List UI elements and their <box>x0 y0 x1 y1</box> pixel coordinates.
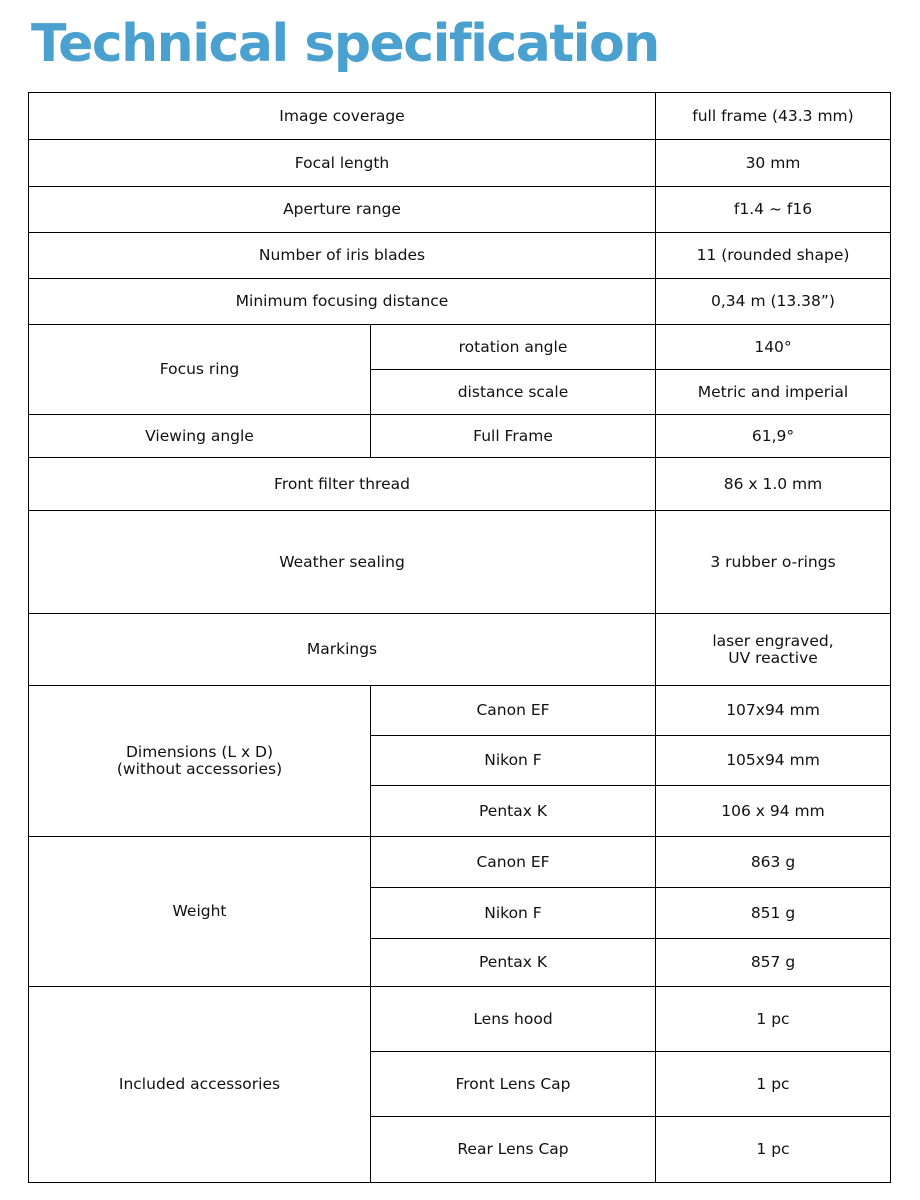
table-row <box>29 987 891 1052</box>
row-value: 61,9° <box>656 415 891 458</box>
row-value: 851 g <box>656 888 891 939</box>
row-value: 857 g <box>656 939 891 987</box>
table-row <box>29 233 891 279</box>
sub-label: Canon EF <box>371 686 656 736</box>
row-label: Minimum focusing distance <box>29 279 656 325</box>
row-value: 1 pc <box>656 987 891 1052</box>
table-row <box>29 325 891 370</box>
group-label: Dimensions (L x D) (without accessories) <box>29 686 371 837</box>
table-row <box>29 140 891 187</box>
table-row <box>29 458 891 511</box>
row-value: 140° <box>656 325 891 370</box>
row-value: 3 rubber o-rings <box>656 511 891 614</box>
row-value: 1 pc <box>656 1052 891 1117</box>
sub-label: Nikon F <box>371 888 656 939</box>
table-row <box>29 511 891 614</box>
sub-label: Nikon F <box>371 736 656 786</box>
sub-label: rotation angle <box>371 325 656 370</box>
row-label: Front filter thread <box>29 458 656 511</box>
sub-label: Full Frame <box>371 415 656 458</box>
sub-label: Rear Lens Cap <box>371 1117 656 1183</box>
row-value: 86 x 1.0 mm <box>656 458 891 511</box>
row-value: 11 (rounded shape) <box>656 233 891 279</box>
table-row <box>29 187 891 233</box>
row-value: laser engraved, UV reactive <box>656 614 891 686</box>
row-label: Focal length <box>29 140 656 187</box>
table-row <box>29 279 891 325</box>
row-value: 107x94 mm <box>656 686 891 736</box>
row-value: 30 mm <box>656 140 891 187</box>
spec-table <box>28 92 891 1183</box>
row-label: Markings <box>29 614 656 686</box>
row-value: Metric and imperial <box>656 370 891 415</box>
row-value: 863 g <box>656 837 891 888</box>
sub-label: Canon EF <box>371 837 656 888</box>
table-row <box>29 415 891 458</box>
row-value: f1.4 ~ f16 <box>656 187 891 233</box>
sub-label: Pentax K <box>371 939 656 987</box>
table-row <box>29 686 891 736</box>
sub-label: distance scale <box>371 370 656 415</box>
page-title: Technical specification <box>31 14 659 74</box>
sub-label: Front Lens Cap <box>371 1052 656 1117</box>
row-label: Weather sealing <box>29 511 656 614</box>
sub-label: Pentax K <box>371 786 656 837</box>
row-value: 106 x 94 mm <box>656 786 891 837</box>
group-label: Viewing angle <box>29 415 371 458</box>
table-row <box>29 614 891 686</box>
group-label: Weight <box>29 837 371 987</box>
sub-label: Lens hood <box>371 987 656 1052</box>
row-value: full frame (43.3 mm) <box>656 93 891 140</box>
row-value: 1 pc <box>656 1117 891 1183</box>
row-label: Number of iris blades <box>29 233 656 279</box>
group-label: Included accessories <box>29 987 371 1183</box>
row-label: Aperture range <box>29 187 656 233</box>
row-value: 0,34 m (13.38”) <box>656 279 891 325</box>
group-label: Focus ring <box>29 325 371 415</box>
row-value: 105x94 mm <box>656 736 891 786</box>
row-label: Image coverage <box>29 93 656 140</box>
table-row <box>29 837 891 888</box>
table-row <box>29 93 891 140</box>
